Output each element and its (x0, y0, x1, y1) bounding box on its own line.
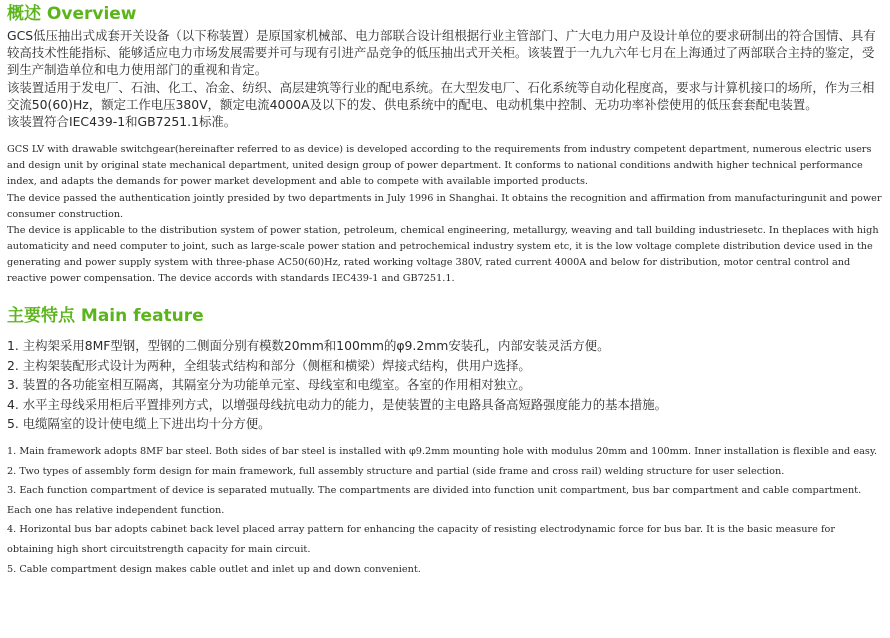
features-en-list (7, 442, 884, 579)
list-item: 3. Each function compartment of device is separated mutually. The compartments are divided into function unit compartment, bus bar compartment and cable compartment. Each one has relative independent function. (7, 485, 862, 516)
list-item: 2. 主构架装配形式设计为两种，全组装式结构和部分（侧框和横梁）焊接式结构，供用户选择。 (7, 357, 531, 373)
features-heading: 主要特点 Main feature (7, 306, 204, 327)
list-item: 3. 装置的各功能室相互隔离，其隔室分为功能单元室、母线室和电缆室。各室的作用相对独立。 (7, 377, 531, 393)
overview-zh-paragraph: GCS低压抽出式成套开关设备（以下称装置）是原国家机械部、电力部联合设计组根据行业主管部门、广大电力用户及设计单位的要求研制出的符合国情、具有较高技术性能指标、能够适应电力市场发展需要并可与现有引进产品竞争的低压抽出式开关柜。该装置于一九九六年七月在上海通过了两部联合主持的鉴定，受到生产制造单位和电力使用部门的重视和肯定。 (7, 28, 876, 78)
overview-en-paragraph: The device passed the authentication jointly presided by two departments in July 1996 in Shanghai. It obtains the recognition and affirmation from manufacturingunit and power consumer construction. (7, 192, 882, 220)
overview-zh-text (7, 27, 884, 130)
list-item: 5. 电缆隔室的设计使电缆上下进出均十分方便。 (7, 416, 271, 432)
overview-en-paragraph: GCS LV with drawable switchgear(hereinafter referred to as device) is developed according to the requirements from industry competent department, numerous electric users and design unit by original state mechanical department, united design group of power department. It conforms to national conditions andwith higher technical performance index, and adapts the demands for power market development and able to compete with available imported products. (7, 144, 872, 188)
list-item: 4. 水平主母线采用柜后平置排列方式，以增强母线抗电动力的能力，是使装置的主电路具备高短路强度能力的基本措施。 (7, 396, 668, 412)
list-item: 5. Cable compartment design makes cable outlet and inlet up and down convenient. (7, 563, 421, 575)
list-item: 1. Main framework adopts 8MF bar steel. Both sides of bar steel is installed with φ9.2mm mounting hole with modulus 20mm and 100mm. Inner installation is flexible and easy. (7, 446, 878, 458)
list-item: 2. Two types of assembly form design for main framework, full assembly structure and partial (side frame and cross rail) welding structure for user selection. (7, 465, 785, 477)
list-item: 4. Horizontal bus bar adopts cabinet back level placed array pattern for enhancing the capacity of resisting electrodynamic force for bus bar. It is the basic measure for obtaining high short circuitstrength capacity for main circuit. (7, 524, 836, 555)
overview-en-text (7, 142, 884, 287)
list-item: 1. 主构架采用8MF型钢，型钢的二侧面分别有模数20mm和100mm的φ9.2mm安装孔，内部安装灵活方便。 (7, 338, 610, 354)
features-zh-list (7, 336, 884, 434)
overview-en-paragraph: The device is applicable to the distribution system of power station, petroleum, chemical engineering, metallurgy, weaving and tall building industriesetc. In theplaces with high automaticity and need computer to joint, such as large-scale power station and petrochemical industry system etc, it is the low voltage complete distribution device used in the generating and power supply system with three-phase AC50(60)Hz, rated working voltage 380V, rated current 4000A and below for distribution, motor central control and reactive power compensation. The device accords with standards IEC439-1 and GB7251.1. (7, 224, 879, 284)
overview-heading: 概述 Overview (7, 4, 137, 24)
overview-zh-paragraph: 该装置符合IEC439-1和GB7251.1标准。 (7, 114, 237, 130)
overview-zh-paragraph: 该装置适用于发电厂、石油、化工、冶金、纺织、高层建筑等行业的配电系统。在大型发电厂、石化系统等自动化程度高，要求与计算机接口的场所，作为三相交流50(60)Hz，额定工作电压380V，额定电流4000A及以下的发、供电系统中的配电、电动机集中控制、无功功率补偿使用的低压套套配电装置。 (7, 79, 875, 112)
